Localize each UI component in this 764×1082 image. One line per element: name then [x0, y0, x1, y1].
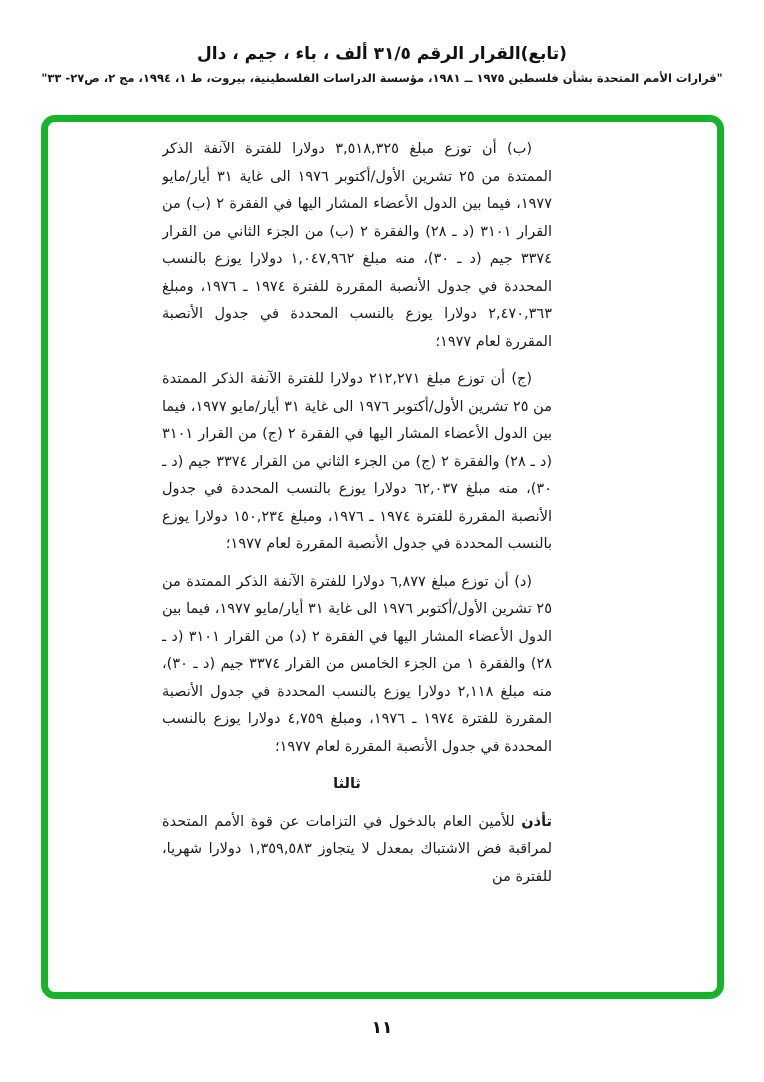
- closing-lead-word: تأذن: [521, 813, 552, 830]
- page-number: ١١: [371, 1018, 393, 1038]
- section-heading-thalithan: ثالثا: [333, 776, 361, 792]
- paragraph-dal: (د) أن توزع مبلغ ٦,٨٧٧ دولارا للفترة الآنفة الذكر الممتدة من ٢٥ تشرين الأول/أكتوبر ١٩٧٦ الى غاية ٣١ أيار/مايو ١٩٧٧، فيما بين الدول الأعضاء المشار اليها في الفقرة ٢ (د) من القرار ٣١٠١ (د ـ ٢٨) والفقرة ١ من الجزء الخامس من القرار ٣٣٧٤ جيم (د ـ ٣٠)، منه مبلغ ٢,١١٨ دولارا يوزع بالنسب المحددة في جدول الأنصبة المقررة للفترة ١٩٧٤ ـ ١٩٧٦، ومبلغ ٤,٧٥٩ دولارا يوزع بالنسب المحددة في جدول الأنصبة المقررة لعام ١٩٧٧؛: [162, 573, 552, 755]
- closing-paragraph: [162, 809, 552, 892]
- document-header: [0, 42, 764, 86]
- paragraph-jim: (ج) أن توزع مبلغ ٢١٢,٢٧١ دولارا للفترة الآنفة الذكر الممتدة من ٢٥ تشرين الأول/أكتوبر ١٩٧٦ الى غاية ٣١ أيار/مايو ١٩٧٧، فيما بين الدول الأعضاء المشار اليها في الفقرة ٢ (ج) من القرار ٣١٠١ (د ـ ٢٨) والفقرة ٢ (ج) من الجزء الثاني من القرار ٣٣٧٤ جيم (د ـ ٣٠)، منه مبلغ ٦٢,٠٣٧ دولارا يوزع بالنسب المحددة في جدول الأنصبة المقررة للفترة ١٩٧٤ ـ ١٩٧٦، ومبلغ ١٥٠,٢٣٤ دولارا يوزع بالنسب المحددة في جدول الأنصبة المقررة لعام ١٩٧٧؛: [162, 371, 552, 552]
- resolution-title: (تابع)القرار الرقم ٣١/٥ ألف ، باء ، جيم ، دال: [197, 44, 567, 64]
- paragraph-b: (ب) أن توزع مبلغ ٣,٥١٨,٣٢٥ دولارا للفترة الآنفة الذكر الممتدة من ٢٥ تشرين الأول/أكتوبر ١٩٧٦ الى غاية ٣١ أيار/مايو ١٩٧٧، فيما بين الدول الأعضاء المشار اليها في الفقرة ٢ (ب) من القرار ٣١٠١ (د ـ ٢٨) والفقرة ٢ (ب) من الجزء الثاني من القرار ٣٣٧٤ جيم (د ـ ٣٠)، منه مبلغ ١,٠٤٧,٩٦٢ دولارا يوزع بالنسب المحددة في جدول الأنصبة المقررة للفترة ١٩٧٤ ـ ١٩٧٦، ومبلغ ٢,٤٧٠,٣٦٣ دولارا يوزع بالنسب المحددة في جدول الأنصبة المقررة لعام ١٩٧٧؛: [162, 141, 552, 350]
- closing-paragraph-text: للأمين العام بالدخول في التزامات عن قوة الأمم المتحدة لمراقبة فض الاشتباك بمعدل لا يتجاوز ١,٣٥٩,٥٨٣ دولارا شهريا، للفترة من: [162, 813, 552, 885]
- resolution-body: [162, 136, 552, 976]
- source-citation: "قرارات الأمم المتحدة بشأن فلسطين ١٩٧٥ ــ ١٩٨١، مؤسسة الدراسات الفلسطينية، بيروت، ط ١، ١٩٩٤، مج ٢، ص٢٧- ٣٣": [41, 71, 723, 85]
